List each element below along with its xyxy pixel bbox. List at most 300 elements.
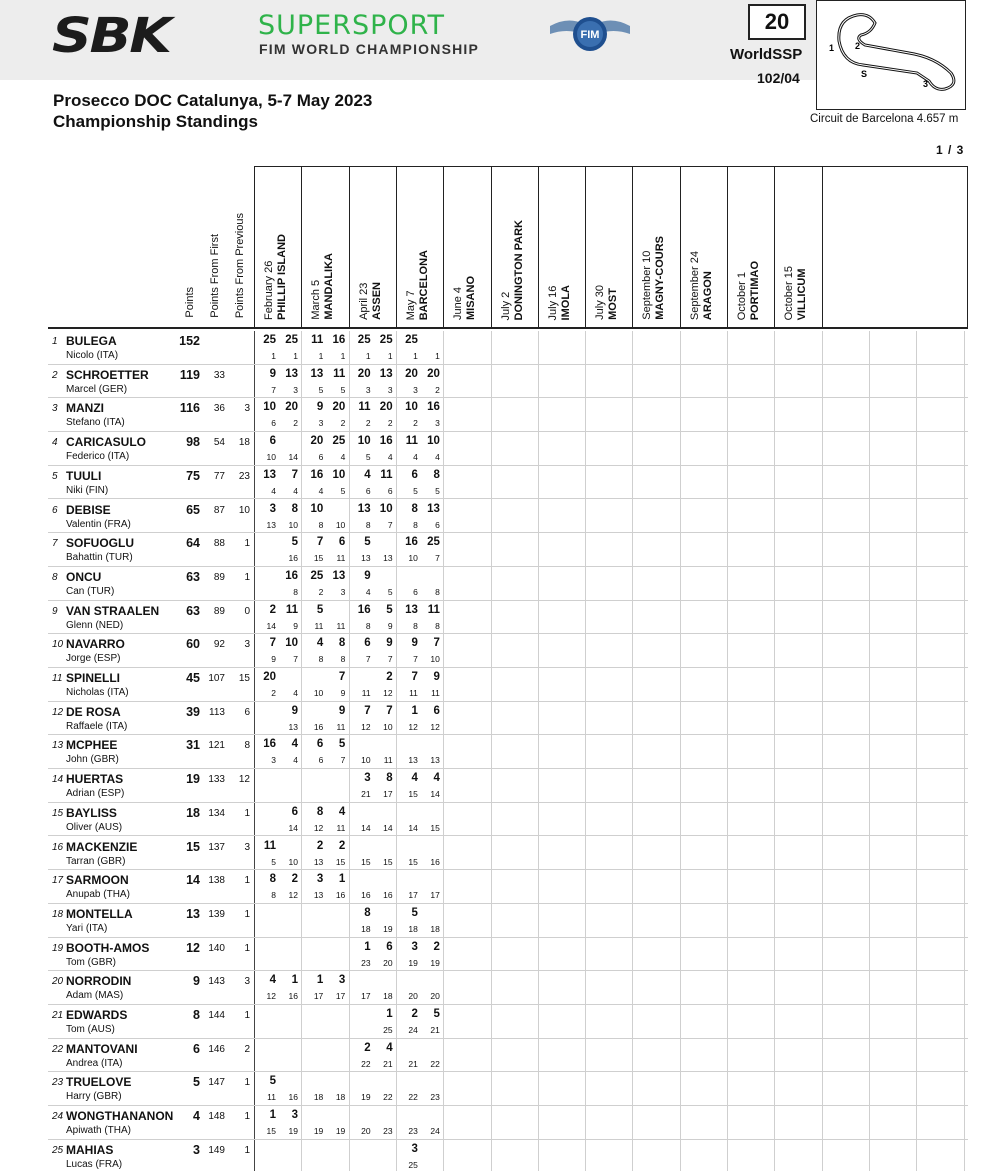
rider-given-name: Nicholas (ITA) (66, 687, 129, 698)
round-header (301, 166, 348, 328)
rider-given-name: Nicolo (ITA) (66, 350, 119, 361)
points-from-previous: 3 (244, 976, 250, 988)
race-points: 4 (316, 637, 324, 650)
rider-position: 1 (52, 336, 58, 347)
race-points: 10 (405, 401, 418, 414)
rider-position: 3 (52, 403, 58, 415)
race-position: 13 (313, 890, 324, 901)
rider-given-name: Anupab (THA) (66, 889, 130, 901)
table-row (48, 1039, 968, 1073)
race-position: 16 (288, 1092, 298, 1103)
points-from-previous: 18 (238, 437, 250, 449)
circuit-name: Circuit de Barcelona 4.657 m (810, 113, 959, 125)
race-points: 9 (411, 637, 418, 650)
circuit-map-icon (817, 1, 964, 108)
map-label-1: 1 (829, 43, 835, 53)
race-position: 4 (413, 452, 418, 463)
race-position: 3 (271, 755, 276, 766)
rider-position: 25 (52, 1144, 64, 1156)
race-points: 9 (433, 671, 440, 683)
race-position: 7 (271, 384, 276, 395)
rider-given-name: Tarran (GBR) (66, 855, 126, 867)
race-position: 11 (431, 688, 440, 698)
rider-points: 152 (179, 334, 200, 348)
race-points: 4 (386, 1041, 393, 1054)
race-position: 5 (413, 485, 418, 496)
rider-position: 4 (52, 437, 58, 449)
race-points: 3 (291, 1109, 298, 1122)
round-header (774, 166, 821, 328)
rider-given-name: Andrea (ITA) (66, 1057, 123, 1069)
round-name: PHILLIP ISLAND (276, 234, 288, 320)
race-position: 24 (430, 1126, 440, 1137)
points-from-previous: 2 (244, 1043, 250, 1055)
rider-surname: SCHROETTER (66, 367, 149, 382)
rider-given-name: Federico (ITA) (66, 451, 130, 463)
race-points: 7 (316, 536, 324, 549)
race-position: 14 (383, 822, 393, 833)
race-points: 13 (310, 367, 324, 380)
round-header (538, 166, 585, 328)
race-position: 20 (408, 991, 418, 1002)
race-position: 17 (383, 789, 393, 800)
race-position: 19 (361, 1092, 371, 1103)
race-position: 7 (387, 519, 393, 530)
round-header (680, 166, 727, 328)
points-from-first: 89 (213, 605, 225, 617)
race-position: 1 (318, 351, 324, 361)
points-from-first: 92 (213, 639, 225, 651)
points-from-previous: 1 (244, 942, 250, 954)
points-from-first: 146 (208, 1043, 225, 1055)
rider-surname: MACKENZIE (66, 839, 138, 854)
points-from-first: 133 (208, 774, 225, 786)
rider-surname: BULEGA (66, 334, 117, 348)
race-position: 24 (408, 1025, 418, 1035)
race-position: 17 (361, 991, 371, 1002)
rider-points: 116 (179, 401, 200, 416)
rider-surname: SOFUOGLU (66, 536, 134, 551)
round-header (585, 166, 632, 328)
race-position: 8 (271, 890, 276, 901)
race-points: 7 (433, 637, 440, 650)
race-position: 1 (293, 351, 298, 361)
race-points: 8 (338, 637, 346, 650)
race-points: 9 (386, 637, 393, 650)
race-position: 10 (408, 553, 418, 564)
series-subtitle: FIM WORLD CHAMPIONSHIP (259, 41, 480, 57)
points-from-previous: 3 (244, 841, 250, 853)
round-header-label (452, 276, 478, 320)
race-position: 1 (413, 351, 418, 361)
table-row (48, 1005, 968, 1039)
round-header-label (358, 282, 384, 320)
round-header (727, 166, 774, 328)
table-row (48, 1140, 968, 1171)
points-from-previous: 1 (244, 1144, 250, 1156)
rider-surname: VAN STRAALEN (66, 603, 160, 618)
rider-points: 5 (193, 1075, 200, 1090)
round-name: ARAGON (701, 271, 714, 320)
race-position: 11 (314, 620, 324, 631)
rider-surname: DE ROSA (66, 704, 121, 719)
rider-position: 7 (52, 538, 58, 550)
page-subtitle: Championship Standings (53, 112, 258, 131)
race-points: 3 (411, 1142, 418, 1155)
race-position: 11 (409, 688, 418, 698)
race-position: 15 (266, 1126, 276, 1137)
rider-given-name: Raffaele (ITA) (66, 720, 128, 732)
round-header (443, 166, 490, 328)
points-from-first: 134 (208, 807, 225, 819)
rider-position: 11 (52, 673, 63, 684)
rider-surname: CARICASULO (66, 435, 146, 450)
rider-position: 17 (52, 875, 64, 887)
race-position: 11 (361, 688, 371, 698)
rider-position: 12 (52, 706, 64, 718)
rider-position: 14 (52, 774, 64, 786)
points-from-previous: 1 (244, 875, 250, 887)
round-header-label (310, 253, 336, 320)
race-points: 5 (338, 738, 346, 751)
race-position: 13 (361, 553, 371, 564)
race-position: 8 (413, 620, 418, 631)
table-row (48, 904, 968, 938)
race-position: 14 (361, 822, 371, 833)
race-position: 8 (365, 519, 371, 530)
race-position: 7 (435, 553, 440, 564)
race-points: 7 (386, 704, 393, 717)
table-row (48, 634, 968, 668)
race-position: 4 (340, 452, 346, 463)
race-position: 12 (313, 822, 324, 833)
race-points: 25 (427, 536, 440, 549)
round-name: BARCELONA (417, 249, 430, 320)
race-position: 12 (408, 721, 418, 732)
round-date: October 15 (783, 265, 796, 320)
race-position: 5 (365, 452, 371, 463)
round-date: October 1 (736, 271, 748, 320)
race-position: 1 (365, 351, 371, 361)
race-position: 6 (271, 418, 276, 429)
race-points: 1 (386, 1008, 393, 1020)
race-position: 23 (383, 1126, 393, 1137)
race-position: 14 (430, 789, 440, 800)
round-header-label (736, 261, 762, 320)
race-position: 19 (408, 957, 418, 968)
col-header-points-from-first: Points From First (209, 234, 221, 318)
race-points: 10 (357, 435, 371, 448)
points-from-first: 140 (208, 942, 225, 954)
race-position: 1 (271, 351, 276, 361)
round-name: IMOLA (559, 284, 572, 320)
race-position: 6 (318, 755, 324, 766)
race-points: 3 (316, 873, 324, 886)
race-position: 1 (387, 351, 393, 361)
rider-given-name: Adrian (ESP) (66, 788, 125, 800)
sbk-logo: SBK (52, 8, 170, 64)
race-position: 16 (430, 856, 440, 867)
race-position: 14 (408, 822, 418, 833)
race-position: 1 (435, 351, 440, 361)
race-points: 16 (263, 738, 276, 751)
race-position: 6 (413, 586, 418, 597)
rider-points: 75 (186, 468, 200, 483)
round-name: VILLICUM (796, 268, 809, 320)
race-position: 16 (288, 991, 298, 1002)
rider-given-name: Can (TUR) (66, 585, 115, 597)
race-position: 10 (335, 519, 346, 530)
rider-position: 22 (52, 1043, 64, 1055)
rider-surname: MANZI (66, 401, 104, 416)
race-position: 9 (293, 620, 298, 631)
rider-position: 18 (52, 908, 64, 920)
race-position: 4 (293, 688, 298, 698)
points-from-previous: 1 (244, 538, 250, 550)
race-position: 8 (365, 620, 371, 631)
rider-surname: ONCU (66, 569, 102, 584)
race-position: 10 (288, 856, 298, 867)
race-points: 25 (310, 569, 324, 582)
rider-surname: DEBISE (66, 502, 111, 517)
table-row (48, 466, 968, 500)
round-header (349, 166, 396, 328)
rider-points: 63 (186, 569, 200, 584)
race-points: 1 (269, 1109, 276, 1122)
race-points: 10 (263, 401, 276, 414)
rider-position: 23 (52, 1077, 64, 1089)
race-points: 16 (405, 536, 418, 549)
round-date: April 23 (357, 282, 370, 320)
race-position: 22 (430, 1058, 440, 1069)
race-position: 13 (266, 519, 276, 530)
race-position: 4 (435, 452, 440, 463)
page-number: 1 / 3 (936, 143, 965, 157)
rider-position: 5 (52, 470, 58, 482)
points-from-previous: 6 (244, 706, 250, 718)
race-position: 18 (335, 1092, 346, 1103)
race-position: 19 (288, 1126, 298, 1137)
race-position: 7 (340, 755, 346, 766)
points-from-previous: 12 (238, 774, 250, 786)
round-date: June 4 (452, 286, 465, 320)
round-header-label (689, 251, 715, 320)
race-position: 8 (293, 586, 298, 597)
race-points: 9 (364, 569, 371, 582)
race-position: 5 (271, 856, 276, 867)
map-label-3: 3 (923, 79, 929, 89)
race-position: 5 (340, 384, 346, 395)
race-points: 8 (386, 772, 393, 785)
race-position: 18 (383, 991, 393, 1002)
round-name: MISANO (465, 276, 478, 320)
rider-points: 6 (193, 1041, 200, 1056)
rider-points: 65 (186, 502, 200, 517)
race-position: 15 (335, 856, 346, 867)
table-row (48, 601, 968, 635)
race-position: 2 (293, 418, 298, 429)
race-points: 20 (357, 367, 371, 380)
race-position: 10 (288, 519, 298, 530)
race-points: 20 (332, 401, 346, 414)
event-title: Prosecco DOC Catalunya, 5-7 May 2023 (53, 91, 373, 110)
race-position: 2 (413, 418, 418, 429)
rider-points: 64 (186, 536, 200, 551)
points-from-first: 54 (213, 437, 225, 449)
round-name: MOST (607, 288, 620, 320)
race-position: 6 (365, 485, 371, 496)
race-points: 4 (269, 974, 276, 987)
points-from-first: 88 (213, 538, 225, 550)
round-header-label (263, 234, 289, 320)
race-points: 16 (357, 603, 371, 616)
rider-given-name: Niki (FIN) (66, 484, 109, 496)
points-from-first: 143 (208, 976, 225, 988)
race-points: 8 (411, 502, 418, 515)
race-points: 4 (433, 772, 440, 785)
round-header-label (547, 285, 573, 320)
race-position: 20 (383, 957, 393, 968)
rider-points: 15 (186, 839, 200, 854)
race-position: 15 (313, 553, 324, 564)
map-label-2: 2 (855, 41, 861, 51)
race-position: 25 (408, 1159, 418, 1170)
race-position: 11 (267, 1092, 276, 1103)
race-points: 4 (338, 805, 346, 818)
race-points: 2 (316, 839, 324, 852)
rider-surname: BOOTH-AMOS (66, 940, 150, 955)
round-date: February 26 (263, 260, 275, 320)
rider-position: 13 (52, 740, 64, 752)
points-from-previous: 1 (244, 1111, 250, 1123)
race-points: 7 (364, 704, 371, 717)
race-position: 4 (293, 485, 298, 496)
race-points: 8 (291, 502, 298, 515)
race-points: 25 (332, 435, 346, 448)
race-points: 11 (263, 839, 276, 852)
race-position: 25 (383, 1025, 393, 1035)
race-points: 8 (364, 906, 371, 919)
race-position: 14 (288, 822, 298, 833)
race-points: 13 (332, 569, 346, 582)
race-position: 5 (340, 485, 346, 496)
race-points: 5 (269, 1075, 276, 1088)
round-number: 20 (748, 4, 806, 40)
race-position: 8 (318, 519, 324, 530)
race-points: 9 (338, 704, 346, 717)
race-points: 11 (311, 334, 324, 346)
race-points: 6 (386, 940, 393, 953)
round-header-end (822, 166, 823, 328)
race-points: 11 (333, 367, 346, 380)
points-from-previous: 3 (244, 403, 250, 415)
round-date: July 2 (499, 291, 512, 320)
race-position: 6 (318, 452, 324, 463)
points-from-first: 137 (208, 841, 225, 853)
race-points: 11 (380, 468, 393, 481)
race-position: 19 (430, 957, 440, 968)
race-position: 4 (387, 452, 393, 463)
points-from-first: 77 (213, 470, 225, 482)
rider-position: 20 (52, 976, 64, 988)
round-header (491, 166, 538, 328)
race-position: 5 (387, 586, 393, 597)
race-position: 18 (430, 923, 440, 934)
rider-points: 13 (186, 906, 200, 921)
race-points: 1 (364, 940, 371, 953)
race-position: 5 (318, 384, 324, 395)
race-position: 14 (288, 452, 298, 463)
race-position: 15 (361, 856, 371, 867)
race-points: 1 (291, 974, 298, 987)
race-points: 7 (338, 671, 346, 683)
race-position: 19 (383, 923, 393, 934)
race-points: 6 (269, 435, 276, 448)
points-from-first: 33 (213, 369, 225, 381)
race-position: 19 (313, 1126, 324, 1137)
rider-surname: SARMOON (66, 873, 129, 888)
table-row (48, 500, 968, 534)
race-points: 10 (427, 435, 440, 448)
points-from-previous: 0 (244, 605, 250, 617)
points-from-previous: 1 (244, 807, 250, 819)
rider-given-name: Harry (GBR) (66, 1091, 122, 1103)
round-date: July 30 (594, 285, 607, 320)
points-from-first: 139 (208, 908, 225, 920)
table-row (48, 432, 968, 466)
points-from-first: 147 (208, 1077, 225, 1089)
race-position: 11 (336, 620, 346, 631)
race-position: 1 (340, 351, 346, 361)
rider-position: 8 (52, 571, 58, 583)
table-row (48, 1106, 968, 1140)
race-position: 16 (288, 553, 298, 564)
round-header (254, 166, 301, 328)
rider-points: 14 (186, 873, 200, 888)
race-position: 8 (340, 654, 346, 665)
race-points: 6 (364, 637, 371, 650)
rider-points: 18 (186, 805, 200, 820)
round-header-label (783, 266, 809, 320)
race-points: 11 (285, 603, 298, 616)
col-header-points-from-previous: Points From Previous (234, 212, 246, 318)
table-header (48, 166, 968, 328)
race-position: 19 (335, 1126, 346, 1137)
rider-surname: TRUELOVE (66, 1075, 132, 1090)
race-points: 6 (338, 536, 346, 549)
table-row (48, 567, 968, 601)
series-title: SUPERSPORT (258, 10, 445, 41)
rider-given-name: Tom (GBR) (66, 956, 116, 968)
race-position: 4 (293, 755, 298, 766)
points-from-previous: 1 (244, 571, 250, 583)
race-position: 11 (336, 553, 346, 564)
race-position: 7 (365, 654, 371, 665)
points-from-first: 149 (208, 1144, 225, 1156)
points-from-first: 36 (213, 403, 225, 415)
race-points: 5 (291, 536, 298, 549)
round-header-label (405, 250, 431, 320)
race-points: 13 (427, 502, 440, 515)
points-from-previous: 1 (244, 1010, 250, 1021)
race-position: 3 (413, 384, 418, 395)
table-row (48, 702, 968, 736)
race-position: 13 (313, 856, 324, 867)
race-position: 21 (408, 1058, 418, 1069)
race-points: 4 (411, 772, 418, 785)
table-row (48, 870, 968, 904)
race-points: 5 (411, 906, 418, 919)
